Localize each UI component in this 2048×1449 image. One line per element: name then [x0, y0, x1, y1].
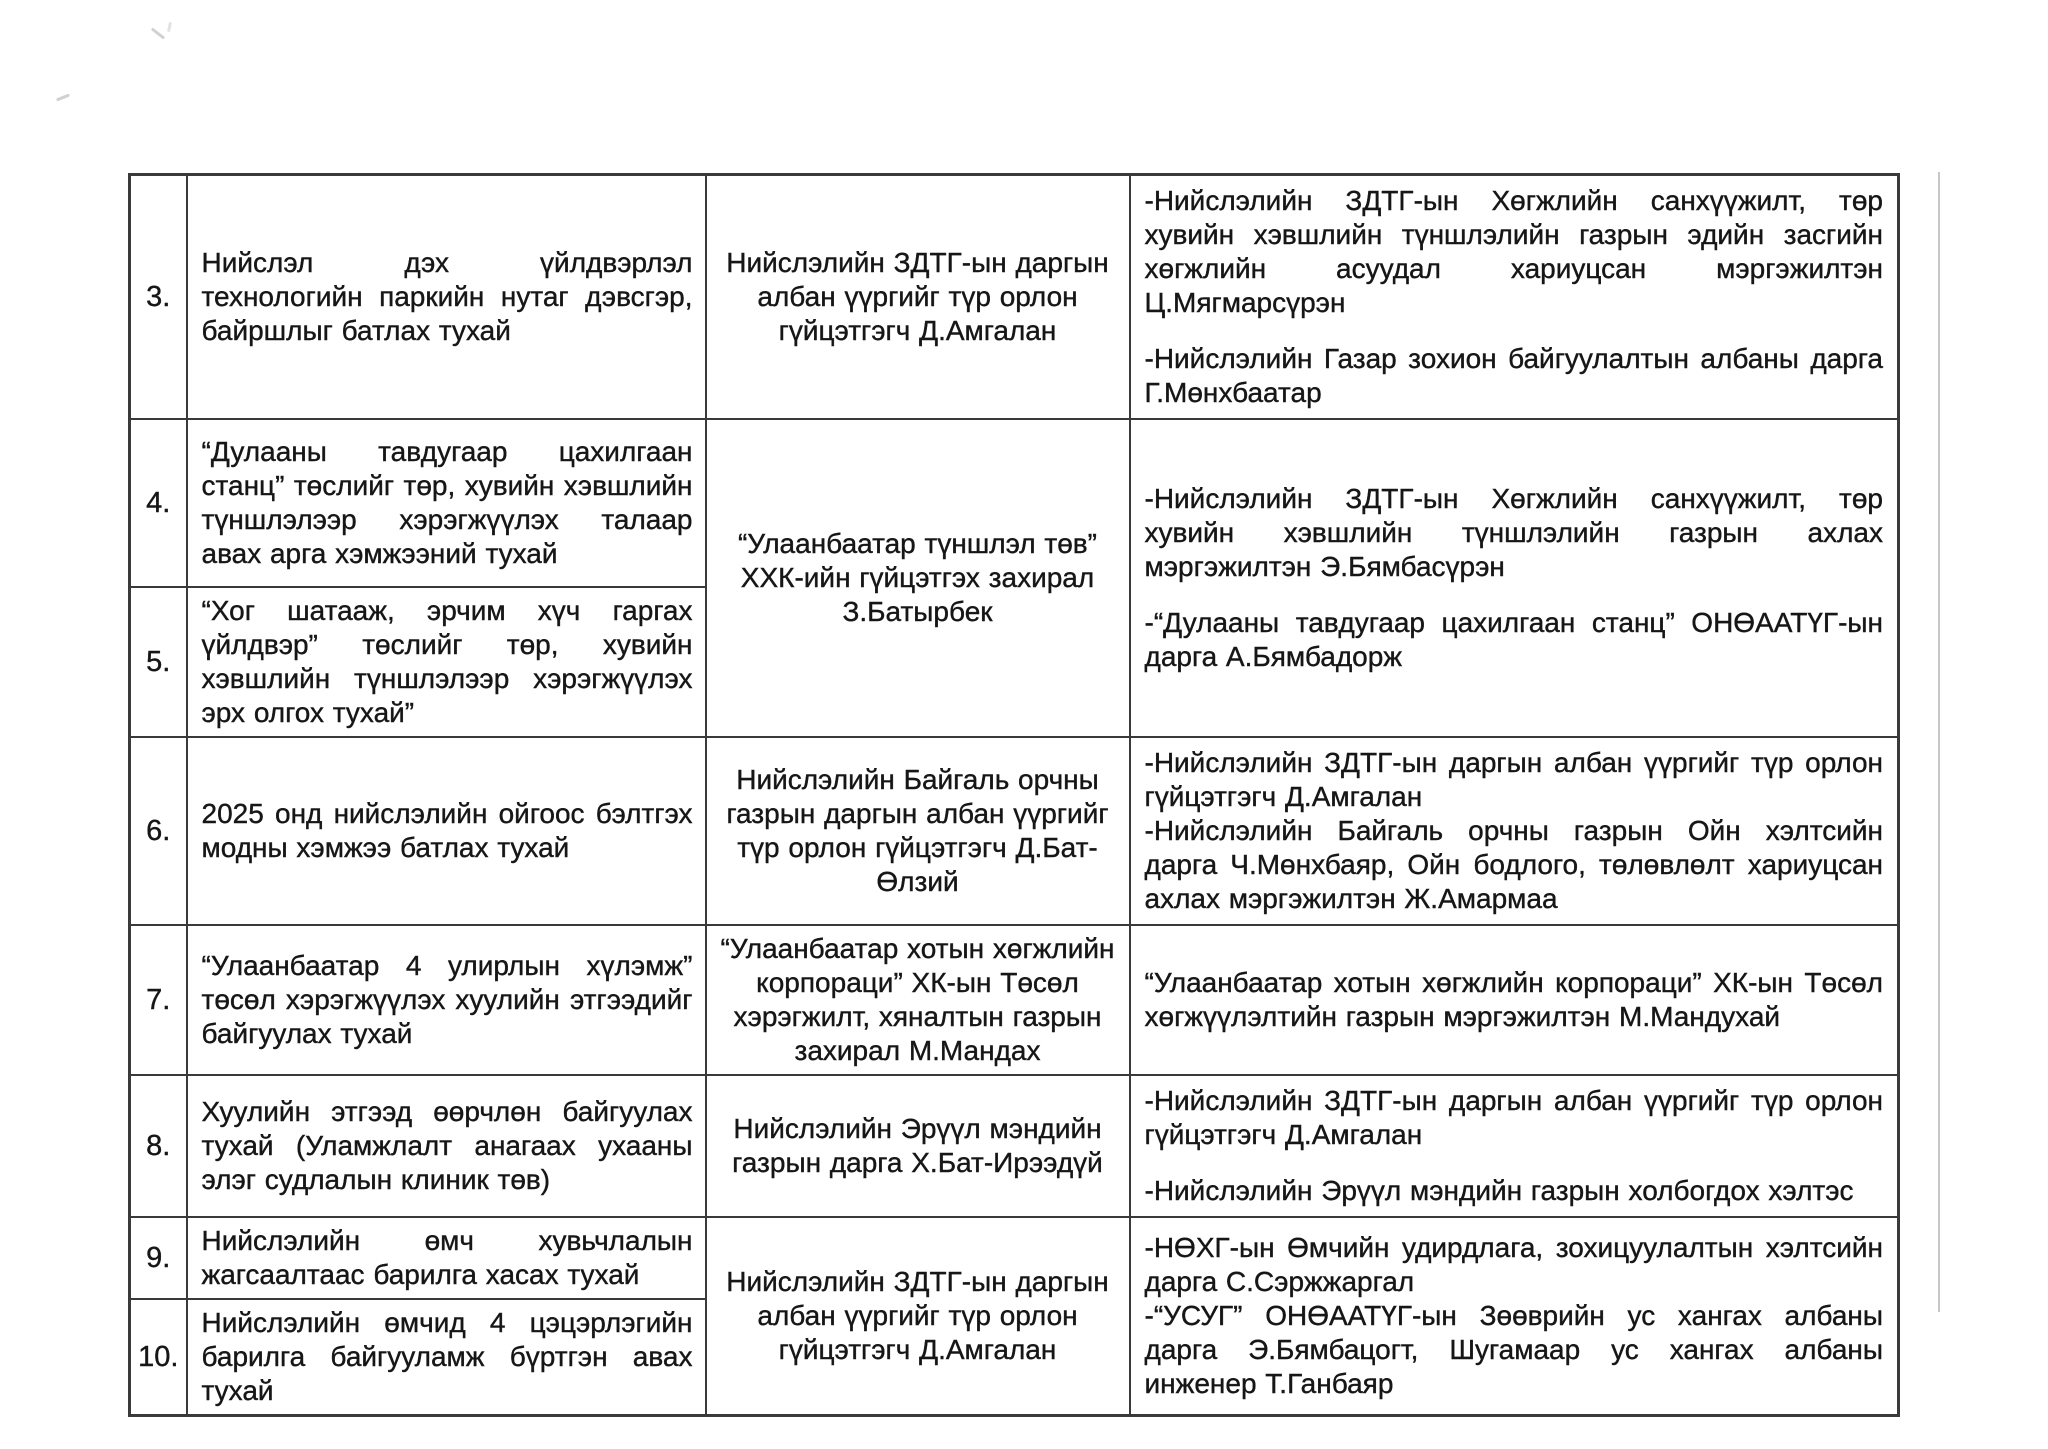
official-item: -НӨХГ-ын Өмчийн удирдлага, зохицуулалтын хэлтсийн дарга С.Сэржжаргал [1144, 1232, 1883, 1297]
presenter-cell: Нийслэлийн Эрүүл мэндийн газрын дарга Х.Бат-Ирээдүй [706, 1075, 1130, 1217]
presenter-cell: “Улаанбаатар хотын хөгжлийн корпораци” ХК-ын Төсөл хэрэгжилт, хяналтын газрын захирал М.Мандах [706, 925, 1130, 1075]
officials-cell-merged [1130, 1217, 1899, 1416]
table-row-8 [130, 1075, 1899, 1217]
topic-cell: 2025 онд нийслэлийн ойгоос бэлтгэх модны хэмжээ батлах тухай [187, 737, 706, 925]
topic-cell: “Дулааны тавдугаар цахилгаан станц” төслийг төр, хувийн хэвшлийн түншлэлээр хэрэгжүүлэх талаар авах арга хэмжээний тухай [187, 419, 706, 587]
officials-cell [1130, 737, 1899, 925]
row-number: 6. [130, 737, 187, 925]
row-number: 5. [130, 587, 187, 737]
official-item: -Нийслэлийн ЗДТГ-ын Хөгжлийн санхүүжилт, төр хувийн хэвшлийн түншлэлийн газрын ахлах мэргэжилтэн Э.Бямбасүрэн [1144, 483, 1883, 582]
table-row-4 [130, 419, 1899, 587]
official-item: -Нийслэлийн Эрүүл мэндийн газрын холбогдох хэлтэс [1144, 1175, 1854, 1206]
official-item: -Нийслэлийн Газар зохион байгуулалтын албаны дарга Г.Мөнхбаатар [1144, 343, 1883, 408]
topic-cell: Нийслэлийн өмч хувьчлалын жагсаалтаас барилга хасах тухай [187, 1217, 706, 1299]
row-number: 8. [130, 1075, 187, 1217]
topic-cell: Нийслэл дэх үйлдвэрлэл технологийн паркийн нутаг дэвсгэр, байршлыг батлах тухай [187, 175, 706, 420]
official-item: -Нийслэлийн ЗДТГ-ын даргын албан үүргийг түр орлон гүйцэтгэгч Д.Амгалан [1144, 747, 1883, 812]
agenda-table [128, 173, 1900, 1417]
scan-edge-line [1938, 172, 1940, 1312]
officials-cell [1130, 1075, 1899, 1217]
table-row-3 [130, 175, 1899, 420]
officials-cell [1130, 925, 1899, 1075]
scan-artifact-mark [56, 93, 70, 101]
presenter-cell: Нийслэлийн Байгаль орчны газрын даргын албан үүргийг түр орлон гүйцэтгэгч Д.Бат-Өлзий [706, 737, 1130, 925]
row-number: 10. [130, 1299, 187, 1416]
scan-artifact-mark [167, 22, 172, 32]
row-number: 7. [130, 925, 187, 1075]
official-item: -“Дулааны тавдугаар цахилгаан станц” ОНӨААТҮГ-ын дарга А.Бямбадорж [1144, 607, 1883, 672]
topic-cell: Хуулийн этгээд өөрчлөн байгуулах тухай (Уламжлалт анагаах ухааны элэг судлалын клиник төв) [187, 1075, 706, 1217]
official-item: -“УСУГ” ОНӨААТҮГ-ын Зөөврийн ус хангах албаны дарга Э.Бямбацогт, Шугамаар ус хангах албаны инженер Т.Ганбаяр [1144, 1300, 1883, 1399]
row-number: 3. [130, 175, 187, 420]
officials-cell [1130, 175, 1899, 420]
topic-cell: Нийслэлийн өмчид 4 цэцэрлэгийн барилга байгууламж бүртгэн авах тухай [187, 1299, 706, 1416]
table-row-6 [130, 737, 1899, 925]
officials-cell-merged [1130, 419, 1899, 737]
scan-artifact-mark [151, 27, 165, 39]
table-row-9 [130, 1217, 1899, 1299]
official-item: -Нийслэлийн ЗДТГ-ын Хөгжлийн санхүүжилт, төр хувийн хэвшлийн түншлэлийн газрын эдийн засгийн хөгжлийн асуудал хариуцсан мэргэжилтэн Ц.Мягмарсүрэн [1144, 185, 1883, 318]
official-item: -Нийслэлийн ЗДТГ-ын даргын албан үүргийг түр орлон гүйцэтгэгч Д.Амгалан [1144, 1085, 1883, 1150]
topic-cell: “Улаанбаатар 4 улирлын хүлэмж” төсөл хэрэгжүүлэх хуулийн этгээдийг байгуулах тухай [187, 925, 706, 1075]
presenter-cell: Нийслэлийн ЗДТГ-ын даргын албан үүргийг түр орлон гүйцэтгэгч Д.Амгалан [706, 175, 1130, 420]
presenter-cell-merged: “Улаанбаатар түншлэл төв” ХХК-ийн гүйцэтгэх захирал З.Батырбек [706, 419, 1130, 737]
official-item: “Улаанбаатар хотын хөгжлийн корпораци” ХК-ын Төсөл хөгжүүлэлтийн газрын мэргэжилтэн М.Мандухай [1144, 967, 1883, 1032]
presenter-cell-merged: Нийслэлийн ЗДТГ-ын даргын албан үүргийг түр орлон гүйцэтгэгч Д.Амгалан [706, 1217, 1130, 1416]
table-row-7 [130, 925, 1899, 1075]
topic-cell: “Хог шатааж, эрчим хүч гаргах үйлдвэр” төслийг төр, хувийн хэвшлийн түншлэлээр хэрэгжүүлэх эрх олгох тухай” [187, 587, 706, 737]
row-number: 4. [130, 419, 187, 587]
row-number: 9. [130, 1217, 187, 1299]
official-item: -Нийслэлийн Байгаль орчны газрын Ойн хэлтсийн дарга Ч.Мөнхбаяр, Ойн бодлого, төлөвлөлт хариуцсан ахлах мэргэжилтэн Ж.Амармаа [1144, 815, 1883, 914]
